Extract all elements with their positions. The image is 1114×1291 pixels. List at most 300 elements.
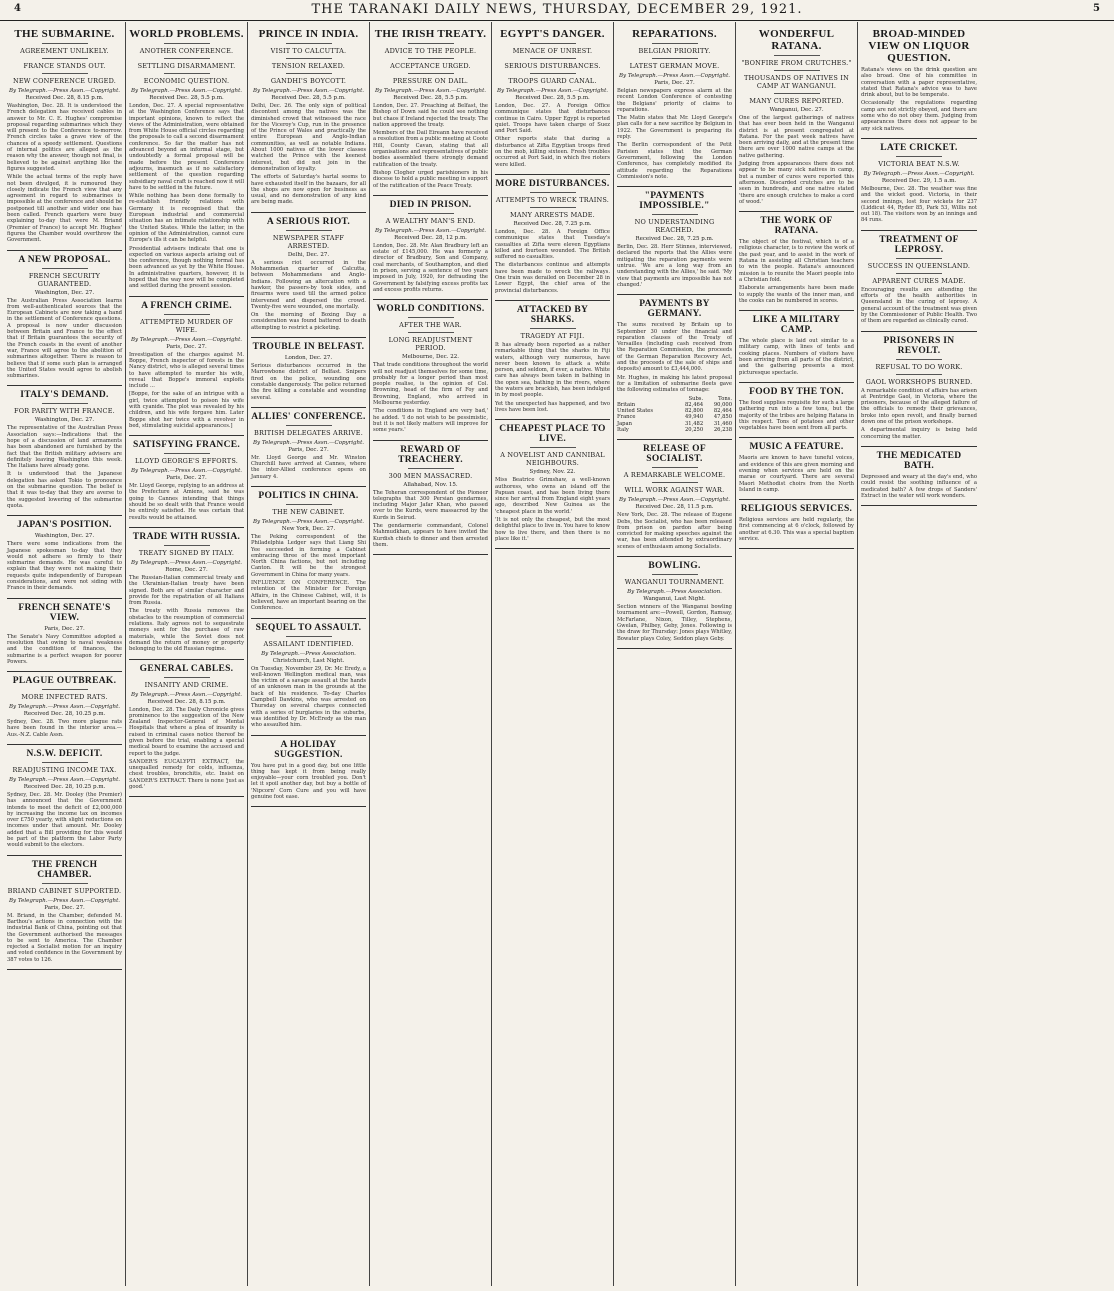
rule [652,43,698,44]
dateline: Received Dec. 28, 5.5 p.m. [393,95,468,101]
article [373,28,488,189]
article-divider [739,548,854,549]
dateline: Received Dec. 28, 5.5 p.m. [149,95,224,101]
article-paragraph: A departmental inquiry is being held concerning the matter. [861,427,977,440]
article-paragraph: One of the largest gatherings of natives that has ever been held in the Wanganui district is at present congregated at Ratana. For the past week natives have been arriving daily, and at the present time there are over 1000 native camps at the native gathering. [739,115,854,159]
rule [530,192,576,193]
dateline: Paris, Dec. 27. [654,80,695,86]
article-divider [617,186,732,187]
article-paragraph: The Matin states that Mr. Lloyd George's plan calls for a new sacrifice by Belgium in 1922. The Government is preparing its reply. [617,115,732,141]
article [129,532,244,653]
subheadline: ASSAILANT IDENTIFIED. [263,639,354,648]
article [251,412,366,480]
headline: PRINCE IN INDIA. [258,28,359,40]
article-divider [861,331,977,332]
newspaper-columns [4,22,1110,1286]
byline: By Telegraph.—Press Assn.—Copyright. [8,88,121,94]
dateline: Received Dec. 28, 7.25 p.m. [635,236,714,243]
article [495,424,610,542]
byline: By Telegraph.—Press Assn.—Copyright. [374,88,487,94]
article-paragraph: Religious services are held regularly, the first commencing at 6 o'clock, followed by another at 6.30. This was a special baptism service. [739,517,854,543]
subheadline: A REMARKABLE WELCOME. [623,471,726,480]
article-paragraph: London, Dec. 27. Preaching at Belfast, the Bishop of Down said he could see nothing but chaos if Ireland rejected the treaty. The nation approved the treaty. [373,103,488,128]
rule [652,574,698,575]
table-cell: 82,464 [713,408,732,415]
article [861,28,977,132]
article-paragraph: The disturbances continue and attempts have been made to wreck the railways. One train was derailed on December 28 in Lower Egypt, the chief area of the provincial disturbances. [495,262,610,294]
dateline: Washington, Dec. 27. [34,533,95,540]
article-paragraph: Other reports state that during a disturbance at Zifta Egyptian troops fired on the mob, killing sixteen. Fresh troubles occurred at Port Said, in which five rioters were killed. [495,136,610,168]
article-paragraph: London, Dec. 28. A Foreign Office communique states that Tuesday's casualties at Zifta were eleven Egyptians killed and fourteen wounded. The British suffered no casualties. [495,228,610,261]
subheadline: AGREEMENT UNLIKELY. [20,47,109,55]
headline: MUSIC A FEATURE. [749,442,844,453]
article-paragraph: SANDER'S EUCALYPTI EXTRACT, the unequalled remedy for colds, influenza, chest troubles, bronchitis, etc. Insist on SANDER'S EXTRACT. There is none 'just as good.' [129,758,244,791]
article-paragraph: Sydney, Dec. 28. Mr. Dooley (the Premier) has announced that the Government intends to meet the deficit of £2,000,000 by increasing the income tax on incomes over £750 yearly, with slight reductions on incomes under that amount. Mr. Dooley added that a Bill providing for this would be part of the platform the Labor Party would submit to the electors. [7,792,122,849]
article-divider [373,195,488,196]
rule [774,93,820,94]
subheadline: MANY CURES REPORTED. [749,97,844,105]
article-paragraph: You have put in a good day, but one little thing has kept it from being really enjoyable—your corn troubled you. Don't let it spoil another day, but buy a bottle of 'Nipcorn' Corn Cure and you will have genuine foot ease. [251,762,366,800]
rule [42,403,88,404]
article-paragraph: Yet the unexpected has happened, and two lives have been lost. [495,400,610,413]
article-divider [861,138,977,139]
headline: "PAYMENTS IMPOSSIBLE." [639,191,710,212]
article-divider [617,648,732,649]
article-divider [251,735,366,736]
rule [164,58,210,59]
dateline: Received Dec. 28, 10.25 p.m. [23,784,106,790]
article-paragraph: The Berlin correspondent of the Petit Parisien states that the German Government, following the London Conference, has completely modified its attitude regarding the Reparations Commission's note. [617,142,732,180]
rule [286,230,332,231]
dateline: Received Dec. 28, 12 p.m. [394,234,467,241]
headline: BROAD-MINDED VIEW ON LIQUOR QUESTION. [868,28,970,64]
rule [164,677,210,678]
article [373,200,488,293]
column-1 [4,22,126,1286]
subheadline: TREATY SIGNED BY ITALY. [138,548,235,557]
article [617,191,732,288]
subheadline: A WEALTHY MAN'S END. [385,216,476,225]
rule [408,43,454,44]
rule [286,43,332,44]
column-5 [492,22,614,1286]
column-2 [126,22,248,1286]
subheadline: FRANCE STANDS OUT. [23,62,106,70]
byline: By Telegraph.—Press Assn.—Copyright. [8,897,121,904]
table-cell: 31,482 [684,420,704,427]
article-paragraph: Berlin, Dec. 28. Herr Stinnes, interviewed, declared the reports that the Allies were mitigating the reparation payments were untrue. 'We are a long way from an understanding with the Allies,' he said. 'My view that payments are impossible has not changed.' [617,244,732,288]
table-cell: 20,250 [684,426,704,433]
article-divider [129,435,244,436]
article-paragraph: The object of the festival, which is of a religious character, is to review the work of the past year, and to assist in the work of Ratana in assisting all Christian teachers to win the people. Ratana's announced mission is to reunite the Maori people into a Christian fold. [739,239,854,283]
headline: CHEAPEST PLACE TO LIVE. [499,424,606,445]
headline: WONDERFUL RATANA. [758,28,835,52]
article [739,28,854,205]
subheadline: TENSION RELAXED. [271,62,346,70]
article-paragraph: Mr. Lloyd George, replying to an address at the Prefecture at Amiens, said he was going to Cannes intending that things should be so dealt with that France would be entirely satisfied. He was certain that results would be attained. [129,483,244,521]
headline: JAPAN'S POSITION. [17,520,112,531]
subheadline: INSANITY AND CRIME. [144,680,229,689]
article-paragraph: Miss Beatrice Grimshaw, a well-known authoress, who owns an island off the Papuan coast, and has been living there since her arrival from England eight years ago, described New Guinea as the 'cheapest place in the world.' [495,477,610,515]
article-paragraph: Sydney, Dec. 28. Two more plague rats have been found in the interior area.—Aus.-N.Z. Cable Assn. [7,719,122,738]
subheadline: WILL WORK AGAINST WAR. [624,486,725,495]
article-divider [251,337,366,338]
headline: A SERIOUS RIOT. [266,216,351,227]
article-paragraph: INFLUENCE ON CONFERENCE. The retention of the Minister for Foreign Affairs, in the Chinese Cabinet, will, it is believed, have an important bearing on the Conference. [251,580,366,612]
byline: By Telegraph.—Press Assn.—Copyright. [252,518,365,525]
article-paragraph: Encouraging results are attending the efforts of the health authorities in Queensland in the curing of leprosy. A general account of the treatment was given by the Commissioner of Public Health. Two of them are regarded as clinically cured. [861,286,977,325]
rule [896,273,942,274]
column-4 [370,22,492,1286]
subheadline: TRAGEDY AT FIJI. [520,331,585,340]
subheadline: NEW CONFERENCE URGED. [12,77,117,85]
byline: By Telegraph.—Press Assn.—Copyright. [8,777,121,783]
byline: By Telegraph.—Press Assn.—Copyright. [130,691,243,698]
subheadline: FOR PARITY WITH FRANCE. [14,407,115,416]
article-paragraph: 'The conditions in England are very bad,' he added. 'I do not wish to be pessimistic, but it is not likely matters will improve for some years.' [373,408,488,434]
headline: RELEASE OF SOCIALIST. [643,444,706,465]
article-paragraph: On Tuesday, November 29, Dr. Mc Eredy, a well-known Wellington medical man, was the victim of a savage assault at the hands of an unknown man in the grounds at the back of his residence. To-day Charles Campbell Dawkins, who was arrested on Thursday on several charges connected with a series of burglaries in the suburbs, was identified by Dr. McEredy as the man who assaulted him. [251,665,366,729]
article-paragraph: Occasionally the regulations regarding camp are not strictly obeyed, and there are some who do not obey them. Judging from appearances there does not appear to be any sick natives. [861,100,977,132]
article [251,217,366,331]
byline: By Telegraph.—Press Assn.—Copyright. [252,88,365,94]
article-paragraph: The food supplies requisite for such a large gathering run into a few tons, but the majority of the tribes are helping Ratana in this respect. Tons of potatoes and other vegetables have been sent from all parts. [739,399,854,432]
article-paragraph: It is understood that the Japanese delegation has asked Tokio to pronounce on the submarine question. The belief is that it was to-day that they are averse to the suggested lowering of the submarine quota. [7,471,122,509]
article [129,440,244,521]
headline: A FRENCH CRIME. [141,300,232,311]
dateline: Received Dec. 28, 7.25 p.m. [513,220,592,227]
dateline: Received Dec. 28, 11.5 p.m. [635,504,714,511]
dateline: Paris, Dec. 27. [166,343,207,350]
article [129,664,244,791]
article-divider [861,505,977,506]
article-divider [7,598,122,599]
article [617,28,732,180]
tonnage-table [617,396,732,434]
byline: By Telegraph.—Press Assn.—Copyright. [130,559,243,566]
headline: THE MEDICATED BATH. [876,450,962,471]
article [251,623,366,729]
rule [164,545,210,546]
subheadline: VISIT TO CALCUTTA. [270,47,347,55]
article-paragraph: Presidential advisers indicate that one is expected on various aspects arising out of the conference, though nothing formal has been advanced as yet by the White House. In administrative quarters, however, it is hoped that the way now will be completed and settled during the present session. [129,245,244,290]
subheadline: VICTORIA BEAT N.S.W. [878,159,960,168]
headline: LATE CRICKET. [880,142,958,153]
article-paragraph: Members of the Dail Eireann have received a resolution from a public meeting at Coote Hill, County Cavan, stating that all organisations and representatives of public bodies assembled there strongly demand ratification of the treaty. [373,130,488,168]
byline: By Telegraph.—Press Assn.—Copyright. [130,88,243,94]
rule [408,317,454,318]
article [7,603,122,665]
subheadline: TROOPS GUARD CANAL. [508,77,597,85]
article-divider [495,419,610,420]
byline: By Telegraph.—Press Assn.—Copyright. [374,227,487,234]
article-paragraph: Mr. Lloyd George and Mr. Winston Churchill have arrived at Cannes, where the inter-Allied conference opens on January 4. [251,454,366,480]
dateline: Paris, Dec. 27. [166,475,207,482]
byline: By Telegraph.—Press Assn.—Copyright. [130,336,243,343]
article [861,235,977,325]
headline: PRISONERS IN REVOLT. [883,335,955,356]
dateline: Wanganui, Last Night. [643,596,706,603]
article-divider [129,527,244,528]
article-paragraph: Depressed and weary at the day's end, who could resist the soothing influence of a medicated bath? A few drops of Sanders' Extract in the water will work wonders. [861,473,977,499]
article-paragraph: Judging from appearances there does not appear to be many sick natives in camp, but a number of cures were reported this afternoon. Discarded crutches are to be seen in hundreds, and one native stated 'there are enough crutches to make a cord of wood.' [739,161,854,205]
article [251,28,366,206]
article-divider [739,211,854,212]
article-divider [251,806,366,807]
byline: By Telegraph.—Press Assn.—Copyright. [252,439,365,446]
subheadline: BRIAND CABINET SUPPORTED. [7,886,122,895]
table-cell: 49,940 [684,414,704,421]
headline: WORLD PROBLEMS. [129,28,244,40]
article-paragraph: A remarkable condition of affairs has arisen at Pentridge Gaol, in Victoria, where the prisoners, because of the alleged failure of the officials to remedy their grievances, broke into open revolt, and finally burned down one of the prison workshops. [861,387,977,426]
article-divider [739,310,854,311]
dateline: Melbourne, Dec. 22. [402,354,459,361]
article-divider [129,659,244,660]
article-paragraph: That trade conditions throughout the world will not readjust themselves for some time, probably for a longer period than most people realise, is the opinion of Col. Browning, head of the firm of Foy and Browning, England, who arrived in Melbourne yesterday. [373,362,488,407]
rule [652,214,698,215]
rule [774,55,820,56]
article-divider [861,446,977,447]
article [251,740,366,801]
headline: WORLD CONDITIONS. [376,304,485,315]
table-header-cell: Subs. [688,395,704,402]
headline: THE WORK OF RATANA. [760,216,833,237]
article [7,255,122,380]
article-divider [251,486,366,487]
byline: By Telegraph.—Press Assn.—Copyright. [863,170,975,177]
subheadline: "BONFIRE FROM CRUTCHES." [741,59,852,67]
article [251,491,366,612]
rule [164,314,210,315]
article-divider [617,439,732,440]
subheadline: BRITISH DELEGATES ARRIVE. [253,428,364,437]
subheadline: BELGIAN PRIORITY. [638,47,711,55]
article-divider [373,554,488,555]
article-paragraph: The Australian Press Association learns from well-authenticated sources that the European Cabinets are now taking a hand in the settlement of Conference questions. A proposal is now under discussion between Britain and France to the effect that if Britain guarantees the security of the French coasts in the event of another war, France will agree to the abolition of submarines altogether. There is reason to believe that if some such plan is arranged the United States would agree to abolish submarines. [7,297,122,380]
article-paragraph: London, Dec. 27. A special representative at the Washington Conference says that important opinions, known to reflect the views of the Administration, were obtained from White House official circles regarding the proposals to call a second disarmament conference. So far the matter has not advanced beyond an informal stage, but undoubtedly a formal proposal will be made before the present Conference adjourns, inasmuch as if no satisfactory settlement of the question regarding subsidiary naval craft is reached now it will have to be settled in the future. [129,103,244,191]
article [129,28,244,290]
dateline: Paris, Dec. 27. [44,625,85,632]
headline: REWARD OF TREACHERY. [398,444,463,465]
rule [286,504,332,505]
subheadline: MORE INFECTED RATS. [21,693,108,702]
table-cell: 82,800 [684,408,704,415]
table-cell: Japan [617,420,632,427]
rule [652,482,698,483]
dateline: Received Dec. 28, 10.25 p.m. [23,711,106,718]
rule [286,73,332,74]
headline: TRADE WITH RUSSIA. [132,531,241,542]
byline: By Telegraph.—Press Association. [627,589,722,596]
article-paragraph: London, Dec. 28. Mr. Alan Bradbury left an estate of £145,000. He was formerly a director of Bradbury, Son and Company, coal merchants, of Southampton, and died in prison, serving a sentence of two years imposed in July, 1920, for defrauding the Government by falsifying excess profits tax and excess profits returns. [373,242,488,293]
article [739,216,854,304]
article-paragraph: The treaty with Russia removes the obstacles to the resumption of commercial relations. Italy agrees not to sequestrate moneys sent for the purchase of raw materials, while the Soviet does not demand the return of money or property belonging to the old Russian regime. [129,608,244,653]
headline: A NEW PROPOSAL. [18,254,111,265]
article [7,520,122,591]
article [7,28,122,244]
article-divider [7,855,122,856]
article [373,445,488,549]
article-paragraph: 'It is not only the cheapest, but the most delightful place to live in. You have to know how to live there, and then there is no place like it.' [495,516,610,542]
headline: THE SUBMARINE. [14,28,115,40]
article-paragraph: There were some indications from the Japanese spokesman to-day that they would not adhere so firmly to their submarine demands. He was careful to explain that they were not making their requests quite independently of European considerations, and were not siding with France in their demands. [7,541,122,592]
headline: BOWLING. [648,561,701,572]
article [373,304,488,433]
subheadline: SERIOUS DISTURBANCES. [504,62,601,70]
rule [896,258,942,259]
subheadline: THE NEW CABINET. [272,507,345,516]
article-divider [251,212,366,213]
byline: By Telegraph.—Press Assn.—Copyright. [618,497,731,504]
byline: By Telegraph.—Press Assn.—Copyright. [8,704,121,711]
article-divider [495,300,610,301]
article-divider [251,407,366,408]
article-divider [495,174,610,175]
article-divider [251,618,366,619]
article-paragraph: Mr. Hughes, in making his latest proposal for a limitation of submarine fleets gave the following estimates of tonnage: [617,374,732,394]
dateline: Sydney, Nov. 22. [529,469,576,476]
headline: PAYMENTS BY GERMANY. [639,299,710,320]
article-paragraph: The Senate's Navy Committee adopted a resolution that owing to naval weakness and the condition of finances, the submarine is a perfect weapon for poorer Powers. [7,633,122,665]
dateline: Delhi, Dec. 27. [287,251,330,258]
headline: TROUBLE IN BELFAST. [252,342,365,353]
article-paragraph: The Teheran correspondent of the Pioneer telegraphs that 300 Persian gendarmes, including Major Jafar Khan, who passed over to the Kurds, were massacred by the Kurds in Seirud. [373,489,488,521]
headline: RELIGIOUS SERVICES. [740,504,853,515]
article-divider [129,796,244,797]
headline: PLAGUE OUTBREAK. [12,676,117,687]
rule [652,467,698,468]
subheadline: ANOTHER CONFERENCE. [139,47,234,55]
rule [530,328,576,329]
column-6 [614,22,736,1286]
article-paragraph: London, Dec. 27. A Foreign Office communique states that disturbances continue in Cairo. Upper Egypt is reported quiet. Troops have taken charge of Suez and Port Said. [495,103,610,135]
headline: N.S.W. DEFICIT. [26,749,103,759]
article-paragraph: The Peking correspondent of the Philadelphia Ledger says that Liang Shi Yee succeeded in forming a Cabinet embracing three of the most important North China factions, but not including Canton. It will be the strongest Government in China for many years. [251,533,366,578]
table-cell: 31,460 [713,420,732,427]
page-number-left: 4 [14,3,21,14]
headline: TREATMENT OF LEPROSY. [879,234,959,255]
rule [286,58,332,59]
article-paragraph: Belgian newspapers express alarm at the recent London Conference of contesting the Belgians' priority of claims to reparations. [617,88,732,113]
rule [408,332,454,333]
article-paragraph: The efforts of Saturday's hartal seems to have exhausted itself in the bazaars, for all the shops are now open for business as usual, and no demonstration of any kind are being made. [251,174,366,206]
article-paragraph: M. Briand, in the Chamber, defended M. Barthou's actions in connection with the industrial Bank of China, pointing out that the Government authorised the messages to be sent to America. The Chamber rejected a Socialist motion for an inquiry and voted confidence in the Government by 387 votes to 126. [7,912,122,963]
subheadline: SETTLING DISARMAMENT. [137,62,236,70]
page-number-right: 5 [1093,3,1100,14]
dateline: Allahabad, Nov. 15. [403,481,458,488]
byline: By Telegraph.—Press Assn.—Copyright. [618,73,731,79]
article [739,387,854,431]
rule [42,58,88,59]
table-header-cell: Tons. [718,395,732,402]
subheadline: PRESSURE ON DAIL. [392,77,469,85]
article-divider [7,744,122,745]
table-cell: United States [617,408,654,415]
rule [530,207,576,208]
subheadline: MENACE OF UNREST. [512,47,593,55]
rule [652,58,698,59]
rule [164,73,210,74]
article-paragraph: The whole place is laid out similar to a military camp, with lines of tents and cooking places. Numbers of visitors have been arriving from all parts of the district, and the gathering presents a most picturesque spectacle. [739,338,854,376]
subheadline: SUCCESS IN QUEENSLAND. [867,261,971,270]
rule [530,43,576,44]
article-divider [861,230,977,231]
table-cell: 82,464 [684,401,704,408]
rule [896,374,942,375]
headline: SEQUEL TO ASSAULT. [255,622,362,633]
article [739,315,854,376]
article-paragraph: Investigation of the charges against M. Boppe, French inspector of forests in the Nancy district, who is alleged several times to have attempted to murder his wife, reveal that Boppe's immoral exploits include ... [129,351,244,390]
subheadline: ECONOMIC QUESTION. [143,77,230,85]
rule [286,636,332,637]
headline: FRENCH SENATE'S VIEW. [18,602,111,623]
subheadline: MANY ARRESTS MADE. [510,210,595,219]
dateline: Wanganui, Dec. 27. [769,107,824,113]
rule [408,73,454,74]
article-divider [7,515,122,516]
headline: DIED IN PRISON. [389,199,472,210]
article [739,442,854,493]
article-paragraph: Elaborate arrangements have been made to supply the wants of the inner man, and the cooks can be numbered in scores. [739,285,854,304]
subheadline: REFUSAL TO DO WORK. [875,362,963,371]
column-3 [248,22,370,1286]
rule [42,73,88,74]
article-paragraph: The gendarmerie commandant, Colonel Mahmudkhan, appears to have invited the Kurdish chiefs to dinner and then arrested them. [373,522,488,548]
subheadline: ADVICE TO THE PEOPLE. [384,47,477,55]
subheadline: THOUSANDS OF NATIVES IN CAMP AT WANGANUI. [743,74,850,90]
dateline: Paris, Dec. 27. [44,904,85,911]
dateline: Received Dec. 28, 5.5 p.m. [515,95,590,101]
subheadline: APPARENT CURES MADE. [872,276,966,285]
article-paragraph: While nothing has been done formally to re-establish friendly relations with Germany it is recognised that the European industrial and commercial situation has an intimate relationship with the United States. While the latter, in the opinion of the Administration, cannot cure Europe's ills it can be helpful. [129,193,244,244]
dateline: Paris, Dec. 27. [288,446,329,453]
headline: SATISFYING FRANCE. [132,440,241,451]
headline: ATTACKED BY SHARKS. [516,304,589,325]
article [7,676,122,738]
rule [408,213,454,214]
article [251,342,366,401]
subheadline: READJUSTING INCOME TAX. [12,766,117,774]
article-paragraph: The sums received by Britain up to September 30 under the financial and reparation clauses of the Treaty of Versailles (including cash received from the Reparation Commission, the proceeds of the German Reparation Recovery Act, and the proceeds of the sale of ships and deposits) amount to £3,444,000. [617,322,732,373]
subheadline: NO UNDERSTANDING REACHED. [634,218,715,235]
dateline: Received Dec. 28, 8.15 p.m. [25,95,104,101]
article-paragraph: A serious riot occurred in the Mohammedan quarter of Calcutta, between Mohammedans and Anglo-Indians. Following an altercation with a hawker, the passers-by took sides, and firearms were used till the armed police intervened and dispersed the crowd. Twenty-five were wounded, one mortally. [251,259,366,310]
headline: A HOLIDAY SUGGESTION. [274,739,343,760]
article-paragraph: Melbourne, Dec. 28. The weather was fine and the wicket good. Victoria, in their second innings, lost four wickets for 237 (Liddicut 44, Ryder 85, Park 53, Willis not out 18). The visitors won by an innings and 84 runs. [861,185,977,224]
article-paragraph: The Russian-Italian commercial treaty and the Ukrainian-Italian treaty have been signed. Both are of similar character and provide for the repatriation of all Italians from Russia. [129,574,244,607]
article [495,179,610,294]
rule [530,58,576,59]
rule [408,468,454,469]
table-cell: 47,850 [713,414,732,421]
headline: THE IRISH TREATY. [374,28,487,40]
article-paragraph: Washington, Dec. 28. It is understood the French delegation has received cables in answer to Mr. C. E. Hughes' compromise proposal regarding submarines which they will present to the Conference to-morrow. French circles take a grave view of the chances of a speedy settlement. Questions of internal politics are alleged as the reason why the answer, though not final, is believed to be against anything like the figures suggested. [7,103,122,172]
dateline: Christchurch, Last Night. [272,657,345,664]
dateline: Washington, Dec. 27. [34,417,95,424]
rule [42,268,88,269]
subheadline: ATTEMPTS TO WRECK TRAINS. [495,195,610,204]
dateline: Received Dec. 28, 8.15 p.m. [147,698,226,705]
table-row [617,427,732,433]
article-divider [739,437,854,438]
article [617,561,732,642]
rule [774,70,820,71]
article-paragraph: Ratana's views on the drink question are also broad. One of his committee in conversation with a paper representative, stated that Ratana's advice was to have drink about, but to be temperate. [861,67,977,99]
article-divider [739,382,854,383]
subheadline: AFTER THE WAR. [399,321,462,330]
article-paragraph: The representative of the Australian Press Association says:—Indications that the hope of a discussion of land armaments has been abandoned are furnished by the fact that the British military advisers are definitely leaving Washington this week. The Italians have already gone. [7,425,122,470]
rule [896,156,942,157]
